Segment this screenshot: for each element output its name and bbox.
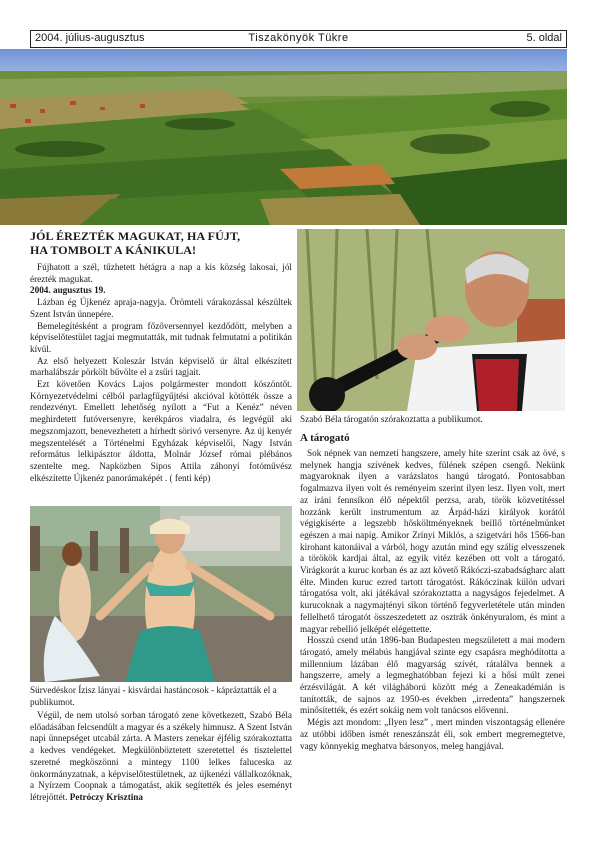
article-headline [30, 229, 292, 257]
sidebar-paragraph: Sok népnek van nemzeti hangszere, amely híte szerint csak az övé, s melynek hangja szívének kedves, fülének szépen csengő. Nekünk magyaroknak ilyen a varázslatos hangú tárogató. Pontosabban fogalmazva ilyen volt és reményeim szerint ilyen lesz. Ilyen volt, mert az iráni fennsíkon élő népektől perzsa, arab, török közvetítéssel hozzánk került instrumentum az Árpád-házi királyok korától végigkísérte a legszebb hősköltményeknek beillő történelmünket egészen a mai napig. Amikor Zrínyi Miklós, a szigetvári hős 1566-ban kirohant katonáival a várból, hogy azután mind egy szálig elvesszenek a törökök kardjai által, az egyik vitéz kezében ott volt a tárogató. Virágkorát a kuruc korban és az azt követő Rákóczi-szabadságharc alatt élte. Minden kuruc ezred tartott tárogatóst. Rákóczinak külön udvari tárogatósa volt, aki játékával szórakoztatta a nagyságos fejedelmet. A kurucoknak a nagymajtényi síkon történő fegyverletétele után minden fellelhető tárogatót összeszedetett az osztrák önkényuralom, és mint a magyar rebellió jelképét elégettette. [300, 448, 565, 634]
article-paragraph: Bemelegítésként a program főzőversennyel kezdődött, melyben a képviselőtestület tagjai megmutatták, mit tudnak felmutatni a politikán kívül. [30, 320, 292, 354]
aerial-landscape-photo [0, 49, 567, 225]
article-paragraph: Az első helyezett Koleszár István képviselő úr által elkészített marhalábszár pörkölt bűvölte el a zsűri tagjait. [30, 355, 292, 378]
dancers-caption-text: Sürvedéskor Ízisz lányai - kisvárdai hastáncosok - kápráztatták el a publikumot. [30, 685, 277, 707]
sidebar-title: A tárogató [300, 432, 350, 444]
belly-dancers-photo [30, 506, 292, 682]
sidebar-paragraph: Hosszú csend után 1896-ban Budapesten megszületett a mai modern tárogató, amely mélabús hangjával szinte egy csapásra meghódította a millennium lázában élő magyarság szívét, rátalálva bennek a hangszerre, amely a legmeghatóbban fejezi ki a hősi múlt zenei érzésvilágát. A két világháború között még a Zeneakadémián is tanították, de sajnos az 1950-es években „irredenta” hangszernek minősítették, és ezért sokáig nem volt tanácsos elővenni. [300, 635, 565, 716]
sidebar-paragraph: Mégis azt mondom: „Ilyen lesz” , mert minden viszontagság ellenére az utóbbi időben ismét reneszánszát éli, sok embert megremegtetve, vagy könnyekig meghatva bársonyos, meleg hangjával. [300, 717, 565, 751]
article-date: 2004. augusztus 19. [30, 285, 106, 296]
musician-caption-text: Szabó Béla tárogatón szórakoztatta a publikumot. [300, 414, 483, 424]
headline-line-1: JÓL ÉREZTÉK MAGUKAT, HA FÚJT, [30, 229, 241, 243]
article-lead: Fújhatott a szél, tűzhetett hétágra a nap a kis község lakosai, jól érezték magukat. [30, 262, 292, 284]
article-closing-text: Végül, de nem utolsó sorban tárogató zene következett, Szabó Béla előadásában felcsendült a magyar és a székely himnusz. A Szent István napi ünnepséget utcabál zárta. A Masters zenekar éjfélig szórakoztatta a kedves vendégeket. Megkülönböztetett szeretettel és tisztelettel szeretné megköszönni a mintegy 1100 lelkes faluceska az önkormányzatnak, a képviselőtestületnek, az újkenézi vállalkozóknak, a Nyírzem Coopnak a támogatást, akik segítették és jeles eseményt létrejöttét. [30, 710, 292, 802]
article-paragraph [30, 710, 292, 804]
article-paragraph: Lázban ég Újkenéz apraja-nagyja. Örömteli várakozással készültek Szent István ünnepére. [30, 297, 292, 319]
dancers-caption [30, 685, 292, 708]
article-column-bottom [30, 710, 292, 804]
page-number: 5. oldal [526, 32, 562, 44]
newspaper-title: Tiszakönyök Tükre [248, 32, 349, 44]
article-signature: Petróczy Krisztina [69, 791, 144, 802]
tarogato-player-photo [297, 229, 565, 411]
musician-caption [300, 414, 565, 426]
article-paragraph: Ezt követően Kovács Lajos polgármester mondott köszöntőt. Környezetvédelmi célból parlagfűgyűjtési akcióval kötötték össze a rendezvényt. Emellett lehetőség nyílott a “Fut a Kenéz” néven meghirdetett futóversenyre, kerékpáros viadalra, és legvégül aki megszomjazott, benevezhetett a hírhedt sörivó versenyre. Az új kenyér megszentelését a Történelmi Egyházak képviselői, Nagy István református lelkipásztor áldotta, Molnár József római plébános szentelte meg. Napközben Sipos Attila záhonyi fotóművész elkészítette Újkenéz panorámaképét . ( fenti kép) [30, 379, 292, 483]
headline-line-2: HA TOMBOLT A KÁNIKULA! [30, 243, 197, 257]
sidebar-column [300, 448, 565, 752]
page-header [30, 30, 567, 48]
article-column-top [30, 262, 292, 484]
issue-date: 2004. július-augusztus [35, 32, 145, 44]
